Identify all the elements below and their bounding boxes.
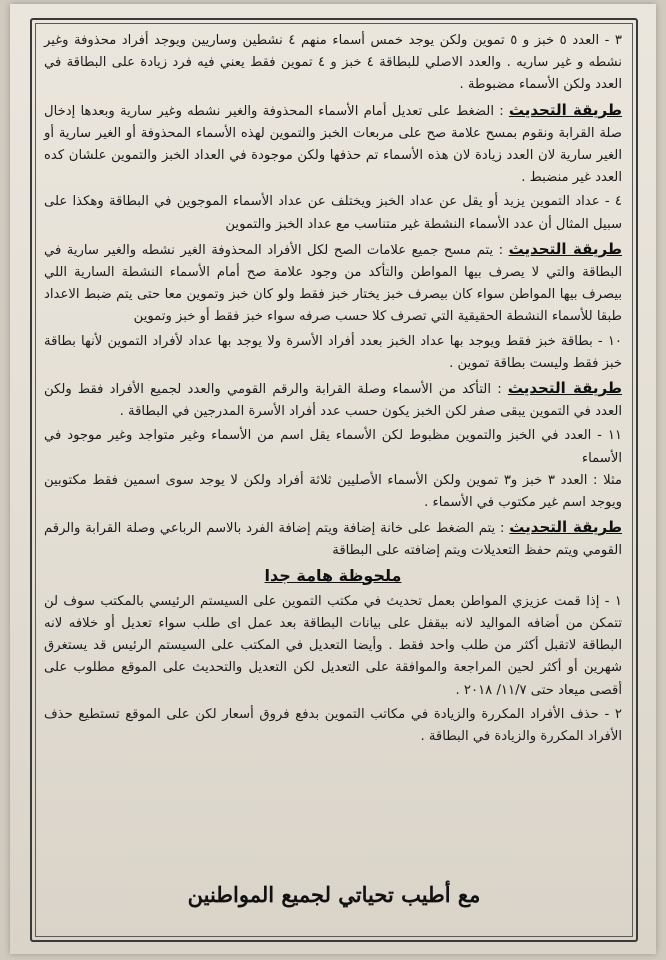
update-method-label: طريقة التحديث	[508, 100, 622, 119]
update-method-3	[44, 377, 622, 423]
update-method-label: طريقة التحديث	[507, 379, 622, 398]
update-method-text: : يتم مسح جميع علامات الصح لكل الأفراد المحذوفة الغير نشطه والغير سارية في البطاقة والتي لا يصرف بيها المواطن والتأكد من وجود علامة صح أمام الأسماء النشطة السارية اللي بيصرف بيها المواطن سواء كان بيصرف خبز يختار خبز فقط ولو كان خبز وتموين معا حتى يتم ضبط الاعداد طبقا للأسماء النشطة الحقيقية التي تصرف كلا حسب صرفه سواء خبز فقط أو خبز وتموين	[44, 242, 622, 325]
update-method-text: : الضغط على تعديل أمام الأسماء المحذوفة والغير نشطه وغير سارية وبعدها إدخال صلة القرابة ونقوم بمسح علامة صح على مربعات الخبز والتموين لهذه الأسماء المحذوفة أو الغير سارية أو الغير سارية لان العدد زيادة لان هذه الأسماء تم حذفها ولكن موجودة في العداد الخبز والتموين علشان كده العدد غير منضبط .	[44, 103, 622, 186]
example-paragraph: مثلا : العدد ٣ خبز و٣ تموين ولكن الأسماء الأصليين ثلاثة أفراد ولكن لا يوجد سوى اسمين فقط مكتوبين ويوجد اسم غير مكتوب في الأسماء .	[44, 472, 622, 511]
item-11-paragraph: ١١ - العدد في الخبز والتموين مظبوط لكن الأسماء يقل اسم من الأسماء وغير متواجد وغير موجود في الأسماء	[44, 428, 622, 466]
note-2-paragraph: ٢ - حذف الأفراد المكررة والزيادة في مكاتب التموين بدفع فروق أسعار لكن على الموقع تستطيع حذف الأفراد المكررة والزيادة في البطاقة .	[44, 706, 622, 745]
closing-greeting: مع أطيب تحياتي لجميع المواطنين	[187, 882, 481, 907]
update-method-label: طريقة التحديث	[508, 239, 623, 258]
update-method-text: : يتم الضغط على خانة إضافة ويتم إضافة الفرد بالاسم الرباعي وصلة القرابة والرقم القومي ويتم حفظ التعديلات ويتم إضافته على البطاقة	[44, 521, 622, 559]
update-method-4	[44, 516, 622, 562]
update-method-text: : التأكد من الأسماء وصلة القرابة والرقم القومي والعدد لجميع الأفراد فقط ولكن العدد في التموين يبقى صفر لكن الخبز يكون حسب عدد أفراد الأسرة المدرجين في البطاقة .	[44, 382, 622, 420]
update-method-1	[44, 99, 622, 190]
item-3-paragraph: ٣ - العدد ٥ خبز و ٥ تموين ولكن يوجد خمس أسماء منهم ٤ نشطين وساريين ويوجد أفراد محذوفة وغير نشطه و غير ساريه . والعدد الاصلي للبطاقة ٤ خبز و ٤ تموين فقط يعني فيه فرد زيادة على البطاقة في العدد ولكن الأسماء مضبوطة .	[44, 33, 622, 93]
update-method-2	[44, 238, 622, 329]
document-border	[30, 18, 638, 942]
update-method-label: طريقة التحديث	[509, 518, 622, 537]
important-note-heading: ملحوظة هامة جدا	[264, 565, 402, 585]
item-10-paragraph: ١٠ - بطاقة خبز فقط ويوجد بها عداد الخبز بعدد أفراد الأسرة ولا يوجد بها عداد لأفراد التموين لأنها بطاقة خبز فقط وليست بطاقة تموين .	[44, 333, 622, 371]
note-1-paragraph: ١ - إذا قمت عزيزي المواطن بعمل تحديث في مكتب التموين على السيستم الرئيسي بالمكتب سوف لن تتمكن من أضافه المواليد لانه بيقفل على بيانات البطاقة بعد عمل اى طلب سواء تعديل أو خلافه لانه البطاقة لاتقبل أكثر من طلب واحد فقط . وأيضا التعديل في المكتب على السيستم الرئيس قد يستغرق شهرين أو أكثر لحين المراجعة والموافقة على التعديل لكن التعديل والتحديث على الموقع مطلوب على أقصى ميعاد حتى ١١/٧/ ٢٠١٨ .	[44, 593, 622, 698]
paper-sheet	[10, 4, 656, 954]
item-4-paragraph: ٤ - عداد التموين يزيد أو يقل عن عداد الخبز ويختلف عن عداد الأسماء الموجوين في البطاقة وهكذا على سبيل المثال أن عدد الأسماء النشطة غير متناسب مع عداد الخبز والتموين	[44, 194, 622, 232]
document-body	[44, 30, 622, 750]
